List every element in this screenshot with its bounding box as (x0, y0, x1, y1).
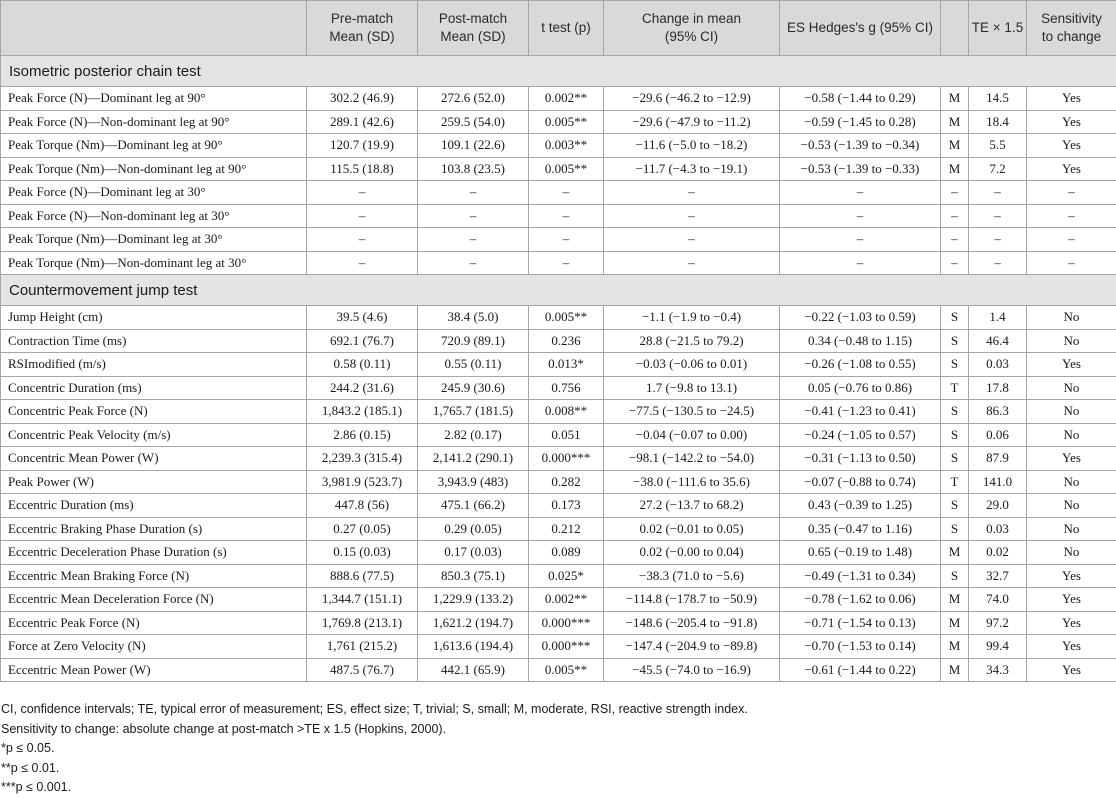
table-row (1, 658, 1116, 682)
es-class-value: M (941, 157, 969, 181)
t-test-value: 0.089 (529, 541, 604, 565)
effect-size-value: −0.53 (−1.39 to −0.34) (780, 134, 941, 158)
header-sensitivity: Sensitivity to change (1027, 1, 1116, 56)
post-match-value: 0.29 (0.05) (418, 517, 529, 541)
post-match-value: – (418, 204, 529, 228)
row-label: Peak Force (N)—Dominant leg at 30° (1, 181, 307, 205)
pre-match-value: 289.1 (42.6) (307, 110, 418, 134)
effect-size-value: −0.58 (−1.44 to 0.29) (780, 87, 941, 111)
change-in-mean-value: −98.1 (−142.2 to −54.0) (604, 447, 780, 471)
t-test-value: 0.173 (529, 494, 604, 518)
t-test-value: – (529, 251, 604, 275)
t-test-value: – (529, 181, 604, 205)
es-class-value: S (941, 400, 969, 424)
row-label: Peak Torque (Nm)—Dominant leg at 90° (1, 134, 307, 158)
pre-match-value: 2.86 (0.15) (307, 423, 418, 447)
row-label: Concentric Peak Force (N) (1, 400, 307, 424)
effect-size-value: −0.24 (−1.05 to 0.57) (780, 423, 941, 447)
change-in-mean-value: – (604, 181, 780, 205)
row-label: Peak Torque (Nm)—Dominant leg at 30° (1, 228, 307, 252)
row-label: Peak Force (N)—Non-dominant leg at 90° (1, 110, 307, 134)
table-row (1, 251, 1116, 275)
t-test-value: 0.236 (529, 329, 604, 353)
effect-size-value: 0.34 (−0.48 to 1.15) (780, 329, 941, 353)
effect-size-value: – (780, 251, 941, 275)
es-class-value: S (941, 447, 969, 471)
header-row (1, 1, 1116, 56)
post-match-value: 1,621.2 (194.7) (418, 611, 529, 635)
effect-size-value: −0.70 (−1.53 to 0.14) (780, 635, 941, 659)
row-label: Peak Power (W) (1, 470, 307, 494)
change-in-mean-value: −148.6 (−205.4 to −91.8) (604, 611, 780, 635)
table-row (1, 470, 1116, 494)
pre-match-value: 0.58 (0.11) (307, 353, 418, 377)
te-value: 29.0 (969, 494, 1027, 518)
sensitivity-value: Yes (1027, 611, 1116, 635)
pre-match-value: 0.27 (0.05) (307, 517, 418, 541)
row-label: Eccentric Braking Phase Duration (s) (1, 517, 307, 541)
post-match-value: – (418, 181, 529, 205)
change-in-mean-value: −29.6 (−46.2 to −12.9) (604, 87, 780, 111)
effect-size-value: −0.61 (−1.44 to 0.22) (780, 658, 941, 682)
row-label: Concentric Duration (ms) (1, 376, 307, 400)
effect-size-value: – (780, 228, 941, 252)
footnote-line: Sensitivity to change: absolute change at post-match >TE x 1.5 (Hopkins, 2000). (1, 721, 447, 736)
pre-match-value: 39.5 (4.6) (307, 306, 418, 330)
te-value: – (969, 228, 1027, 252)
sensitivity-value: Yes (1027, 157, 1116, 181)
sensitivity-value: Yes (1027, 87, 1116, 111)
pre-match-value: 1,344.7 (151.1) (307, 588, 418, 612)
sensitivity-value: – (1027, 204, 1116, 228)
t-test-value: 0.003** (529, 134, 604, 158)
table-row (1, 564, 1116, 588)
te-value: – (969, 181, 1027, 205)
change-in-mean-value: −11.7 (−4.3 to −19.1) (604, 157, 780, 181)
effect-size-value: −0.22 (−1.03 to 0.59) (780, 306, 941, 330)
table-row (1, 110, 1116, 134)
row-label: Peak Torque (Nm)—Non-dominant leg at 30° (1, 251, 307, 275)
t-test-value: 0.005** (529, 306, 604, 330)
es-class-value: S (941, 494, 969, 518)
pre-match-value: 1,843.2 (185.1) (307, 400, 418, 424)
sensitivity-value: No (1027, 306, 1116, 330)
sensitivity-value: Yes (1027, 564, 1116, 588)
section-title: Isometric posterior chain test (1, 56, 1116, 87)
es-class-value: M (941, 588, 969, 612)
pre-match-value: 3,981.9 (523.7) (307, 470, 418, 494)
sensitivity-value: Yes (1027, 447, 1116, 471)
pre-match-value: 447.8 (56) (307, 494, 418, 518)
te-value: 1.4 (969, 306, 1027, 330)
te-value: 0.03 (969, 517, 1027, 541)
t-test-value: – (529, 204, 604, 228)
pre-match-value: 0.15 (0.03) (307, 541, 418, 565)
effect-size-value: – (780, 204, 941, 228)
row-label: Peak Force (N)—Dominant leg at 90° (1, 87, 307, 111)
post-match-value: 103.8 (23.5) (418, 157, 529, 181)
es-class-value: S (941, 329, 969, 353)
t-test-value: 0.005** (529, 110, 604, 134)
es-class-value: M (941, 635, 969, 659)
sensitivity-value: No (1027, 376, 1116, 400)
pre-match-value: 692.1 (76.7) (307, 329, 418, 353)
table-row (1, 134, 1116, 158)
pre-match-value: 888.6 (77.5) (307, 564, 418, 588)
effect-size-value: −0.26 (−1.08 to 0.55) (780, 353, 941, 377)
sensitivity-value: – (1027, 251, 1116, 275)
pre-match-value: – (307, 251, 418, 275)
table-row (1, 517, 1116, 541)
sensitivity-value: No (1027, 517, 1116, 541)
sensitivity-value: – (1027, 228, 1116, 252)
change-in-mean-value: 0.02 (−0.01 to 0.05) (604, 517, 780, 541)
effect-size-value: 0.05 (−0.76 to 0.86) (780, 376, 941, 400)
effect-size-value: 0.65 (−0.19 to 1.48) (780, 541, 941, 565)
post-match-value: 2.82 (0.17) (418, 423, 529, 447)
post-match-value: 1,613.6 (194.4) (418, 635, 529, 659)
footnote-line: ***p ≤ 0.001. (1, 780, 72, 794)
post-match-value: 850.3 (75.1) (418, 564, 529, 588)
t-test-value: 0.282 (529, 470, 604, 494)
table-row (1, 181, 1116, 205)
es-class-value: M (941, 611, 969, 635)
header-label (1, 1, 307, 56)
row-label: RSImodified (m/s) (1, 353, 307, 377)
te-value: 87.9 (969, 447, 1027, 471)
post-match-value: 259.5 (54.0) (418, 110, 529, 134)
table-row (1, 204, 1116, 228)
t-test-value: 0.025* (529, 564, 604, 588)
change-in-mean-value: −147.4 (−204.9 to −89.8) (604, 635, 780, 659)
change-in-mean-value: −45.5 (−74.0 to −16.9) (604, 658, 780, 682)
es-class-value: M (941, 110, 969, 134)
row-label: Concentric Mean Power (W) (1, 447, 307, 471)
sensitivity-value: No (1027, 494, 1116, 518)
te-value: 0.02 (969, 541, 1027, 565)
row-label: Eccentric Mean Power (W) (1, 658, 307, 682)
te-value: – (969, 204, 1027, 228)
table-row (1, 588, 1116, 612)
t-test-value: 0.000*** (529, 447, 604, 471)
t-test-value: 0.008** (529, 400, 604, 424)
footnote-line: CI, confidence intervals; TE, typical error of measurement; ES, effect size; T, trivial; S, small; M, moderate, RSI, reactive strength index. (1, 702, 748, 716)
es-class-value: – (941, 204, 969, 228)
change-in-mean-value: −77.5 (−130.5 to −24.5) (604, 400, 780, 424)
es-class-value: – (941, 228, 969, 252)
pre-match-value: 244.2 (31.6) (307, 376, 418, 400)
change-in-mean-value: −0.03 (−0.06 to 0.01) (604, 353, 780, 377)
te-value: 74.0 (969, 588, 1027, 612)
effect-size-value: −0.53 (−1.39 to −0.33) (780, 157, 941, 181)
t-test-value: 0.002** (529, 87, 604, 111)
es-class-value: T (941, 470, 969, 494)
header-pre-match: Pre-match Mean (SD) (307, 1, 418, 56)
post-match-value: 38.4 (5.0) (418, 306, 529, 330)
header-post-match: Post-match Mean (SD) (418, 1, 529, 56)
effect-size-value: 0.35 (−0.47 to 1.16) (780, 517, 941, 541)
sensitivity-value: No (1027, 423, 1116, 447)
row-label: Eccentric Peak Force (N) (1, 611, 307, 635)
change-in-mean-value: −11.6 (−5.0 to −18.2) (604, 134, 780, 158)
pre-match-value: 1,769.8 (213.1) (307, 611, 418, 635)
te-value: 34.3 (969, 658, 1027, 682)
table-row (1, 494, 1116, 518)
effect-size-value: −0.71 (−1.54 to 0.13) (780, 611, 941, 635)
header-t-test: t test (p) (529, 1, 604, 56)
es-class-value: T (941, 376, 969, 400)
footnote-line: *p ≤ 0.05. (1, 741, 55, 755)
footnote-line: **p ≤ 0.01. (1, 760, 60, 775)
es-class-value: S (941, 564, 969, 588)
header-es-class (941, 1, 969, 56)
table-row (1, 376, 1116, 400)
table-row (1, 611, 1116, 635)
row-label: Contraction Time (ms) (1, 329, 307, 353)
sensitivity-value: Yes (1027, 658, 1116, 682)
t-test-value: 0.005** (529, 157, 604, 181)
sensitivity-value: Yes (1027, 588, 1116, 612)
pre-match-value: – (307, 204, 418, 228)
section-title: Countermovement jump test (1, 275, 1116, 306)
te-value: 5.5 (969, 134, 1027, 158)
te-value: 7.2 (969, 157, 1027, 181)
effect-size-value: −0.59 (−1.45 to 0.28) (780, 110, 941, 134)
es-class-value: – (941, 181, 969, 205)
sensitivity-value: No (1027, 329, 1116, 353)
post-match-value: 2,141.2 (290.1) (418, 447, 529, 471)
table-row (1, 447, 1116, 471)
t-test-value: 0.005** (529, 658, 604, 682)
post-match-value: 0.17 (0.03) (418, 541, 529, 565)
t-test-value: 0.000*** (529, 635, 604, 659)
sensitivity-value: Yes (1027, 353, 1116, 377)
change-in-mean-value: 0.02 (−0.00 to 0.04) (604, 541, 780, 565)
te-value: 99.4 (969, 635, 1027, 659)
post-match-value: 245.9 (30.6) (418, 376, 529, 400)
te-value: 141.0 (969, 470, 1027, 494)
es-class-value: – (941, 251, 969, 275)
pre-match-value: – (307, 228, 418, 252)
table-body (1, 56, 1116, 682)
table-row (1, 635, 1116, 659)
table-row (1, 329, 1116, 353)
post-match-value: 1,765.7 (181.5) (418, 400, 529, 424)
row-label: Jump Height (cm) (1, 306, 307, 330)
te-value: – (969, 251, 1027, 275)
row-label: Concentric Peak Velocity (m/s) (1, 423, 307, 447)
te-value: 0.06 (969, 423, 1027, 447)
es-class-value: M (941, 87, 969, 111)
te-value: 0.03 (969, 353, 1027, 377)
pre-match-value: 302.2 (46.9) (307, 87, 418, 111)
post-match-value: 442.1 (65.9) (418, 658, 529, 682)
table-row (1, 541, 1116, 565)
change-in-mean-value: – (604, 228, 780, 252)
t-test-value: 0.000*** (529, 611, 604, 635)
te-value: 17.8 (969, 376, 1027, 400)
pre-match-value: 2,239.3 (315.4) (307, 447, 418, 471)
post-match-value: 272.6 (52.0) (418, 87, 529, 111)
te-value: 32.7 (969, 564, 1027, 588)
sensitivity-value: Yes (1027, 134, 1116, 158)
change-in-mean-value: – (604, 204, 780, 228)
row-label: Force at Zero Velocity (N) (1, 635, 307, 659)
post-match-value: 0.55 (0.11) (418, 353, 529, 377)
post-match-value: – (418, 251, 529, 275)
table-footnotes (1, 700, 748, 798)
change-in-mean-value: −38.0 (−111.6 to 35.6) (604, 470, 780, 494)
change-in-mean-value: – (604, 251, 780, 275)
table-row (1, 400, 1116, 424)
post-match-value: 1,229.9 (133.2) (418, 588, 529, 612)
t-test-value: 0.756 (529, 376, 604, 400)
pre-match-value: 487.5 (76.7) (307, 658, 418, 682)
pre-match-value: – (307, 181, 418, 205)
effect-size-value: −0.07 (−0.88 to 0.74) (780, 470, 941, 494)
sensitivity-value: No (1027, 541, 1116, 565)
table-row (1, 353, 1116, 377)
post-match-value: 109.1 (22.6) (418, 134, 529, 158)
header-te: TE × 1.5 (969, 1, 1027, 56)
header-change-in-mean: Change in mean (95% CI) (604, 1, 780, 56)
pre-match-value: 1,761 (215.2) (307, 635, 418, 659)
row-label: Eccentric Mean Braking Force (N) (1, 564, 307, 588)
change-in-mean-value: −29.6 (−47.9 to −11.2) (604, 110, 780, 134)
table-row (1, 306, 1116, 330)
effect-size-value: – (780, 181, 941, 205)
es-class-value: S (941, 517, 969, 541)
row-label: Peak Force (N)—Non-dominant leg at 30° (1, 204, 307, 228)
change-in-mean-value: −114.8 (−178.7 to −50.9) (604, 588, 780, 612)
te-value: 14.5 (969, 87, 1027, 111)
t-test-value: 0.002** (529, 588, 604, 612)
effect-size-value: 0.43 (−0.39 to 1.25) (780, 494, 941, 518)
es-class-value: S (941, 423, 969, 447)
post-match-value: – (418, 228, 529, 252)
effect-size-value: −0.49 (−1.31 to 0.34) (780, 564, 941, 588)
table-row (1, 157, 1116, 181)
table-row (1, 228, 1116, 252)
post-match-value: 3,943.9 (483) (418, 470, 529, 494)
change-in-mean-value: −1.1 (−1.9 to −0.4) (604, 306, 780, 330)
effect-size-value: −0.78 (−1.62 to 0.06) (780, 588, 941, 612)
sensitivity-value: No (1027, 470, 1116, 494)
post-match-value: 475.1 (66.2) (418, 494, 529, 518)
change-in-mean-value: 1.7 (−9.8 to 13.1) (604, 376, 780, 400)
te-value: 97.2 (969, 611, 1027, 635)
es-class-value: M (941, 658, 969, 682)
header-effect-size: ES Hedges's g (95% CI) (780, 1, 941, 56)
t-test-value: 0.013* (529, 353, 604, 377)
row-label: Eccentric Duration (ms) (1, 494, 307, 518)
es-class-value: S (941, 306, 969, 330)
pre-match-value: 120.7 (19.9) (307, 134, 418, 158)
row-label: Peak Torque (Nm)—Non-dominant leg at 90° (1, 157, 307, 181)
es-class-value: M (941, 134, 969, 158)
table-row (1, 87, 1116, 111)
t-test-value: – (529, 228, 604, 252)
t-test-value: 0.051 (529, 423, 604, 447)
es-class-value: M (941, 541, 969, 565)
post-match-value: 720.9 (89.1) (418, 329, 529, 353)
section-header-row (1, 56, 1116, 87)
te-value: 46.4 (969, 329, 1027, 353)
sensitivity-value: Yes (1027, 110, 1116, 134)
effect-size-value: −0.31 (−1.13 to 0.50) (780, 447, 941, 471)
change-in-mean-value: −38.3 (71.0 to −5.6) (604, 564, 780, 588)
table-row (1, 423, 1116, 447)
t-test-value: 0.212 (529, 517, 604, 541)
effect-size-value: −0.41 (−1.23 to 0.41) (780, 400, 941, 424)
row-label: Eccentric Mean Deceleration Force (N) (1, 588, 307, 612)
change-in-mean-value: 28.8 (−21.5 to 79.2) (604, 329, 780, 353)
row-label: Eccentric Deceleration Phase Duration (s) (1, 541, 307, 565)
pre-match-value: 115.5 (18.8) (307, 157, 418, 181)
te-value: 18.4 (969, 110, 1027, 134)
te-value: 86.3 (969, 400, 1027, 424)
sensitivity-value: No (1027, 400, 1116, 424)
change-in-mean-value: −0.04 (−0.07 to 0.00) (604, 423, 780, 447)
change-in-mean-value: 27.2 (−13.7 to 68.2) (604, 494, 780, 518)
sensitivity-value: – (1027, 181, 1116, 205)
es-class-value: S (941, 353, 969, 377)
sensitivity-value: Yes (1027, 635, 1116, 659)
section-header-row (1, 275, 1116, 306)
